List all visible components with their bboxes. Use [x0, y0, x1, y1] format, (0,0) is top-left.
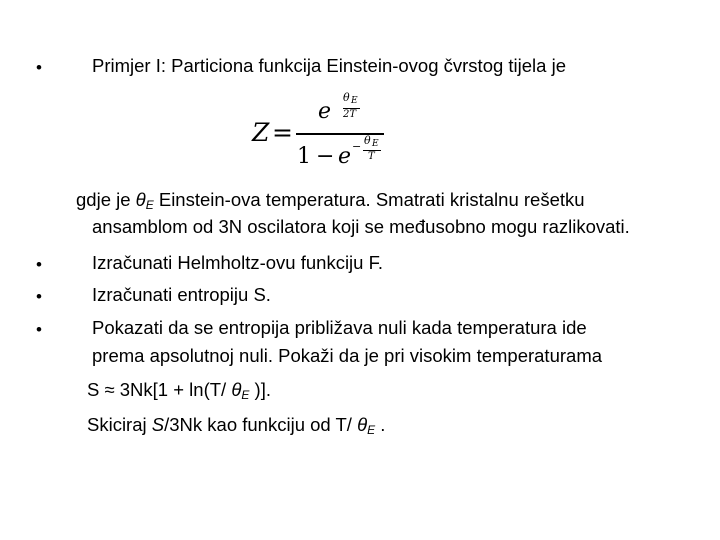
sketch-theta: θ: [357, 414, 368, 435]
bullet-1: •: [36, 58, 42, 77]
entropy-approximation: [87, 378, 271, 407]
where-line-1: [76, 188, 585, 217]
sketch-s: S: [151, 414, 165, 435]
numerator-exp-den: 2T: [343, 109, 357, 120]
bullet-4: •: [36, 320, 42, 339]
sketch-instruction: [87, 413, 385, 442]
denominator-exp-theta: θ: [364, 134, 371, 147]
task-entropy: Izračunati entropiju S.: [92, 284, 271, 305]
denominator-exp-den: T: [368, 151, 375, 162]
denominator-exp-sub: E: [372, 139, 379, 149]
denominator-e: e: [338, 144, 352, 169]
task-helmholtz: Izračunati Helmholtz-ovu funkciju F.: [92, 252, 383, 273]
formula-equals: =: [272, 118, 293, 147]
task-limit-line-1: Pokazati da se entropija približava nuli kada temperatura ide: [92, 317, 587, 338]
numerator-exp-theta: θ: [343, 91, 350, 104]
where-line-2: ansamblom od 3N oscilatora koji se međusobno mogu razlikovati.: [92, 216, 630, 237]
task-limit-line-2: prema apsolutnoj nuli. Pokaži da je pri visokim temperaturama: [92, 345, 603, 366]
approx-pre: S ≈ 3Nk[1 + ln(T/: [87, 379, 232, 400]
theta-symbol: θ: [135, 189, 146, 210]
where-line-1-pre: gdje je: [76, 189, 136, 210]
intro-text: Primjer I: Particiona funkcija Einstein-ovog čvrstog tijela je: [92, 55, 566, 76]
theta-subscript: E: [145, 198, 154, 212]
bullet-3: •: [36, 287, 42, 306]
bullet-2: •: [36, 255, 42, 274]
numerator-exp-sub: E: [351, 96, 358, 106]
sketch-pre: Skiciraj: [87, 414, 152, 435]
sketch-post: .: [375, 414, 386, 435]
where-line-1-post: Einstein-ova temperatura. Smatrati kristalnu rešetku: [153, 189, 585, 210]
numerator-e: e: [318, 99, 332, 124]
denominator-one: 1: [297, 144, 311, 169]
sketch-mid: /3Nk kao funkciju od T/: [164, 414, 358, 435]
sketch-subscript: E: [367, 423, 376, 437]
approx-subscript: E: [241, 388, 250, 402]
denominator-minus: −: [316, 144, 335, 169]
denominator-exp-minus: −: [352, 140, 362, 153]
approx-post: )].: [249, 379, 271, 400]
formula-lhs: Z: [252, 118, 270, 147]
approx-theta: θ: [231, 379, 242, 400]
